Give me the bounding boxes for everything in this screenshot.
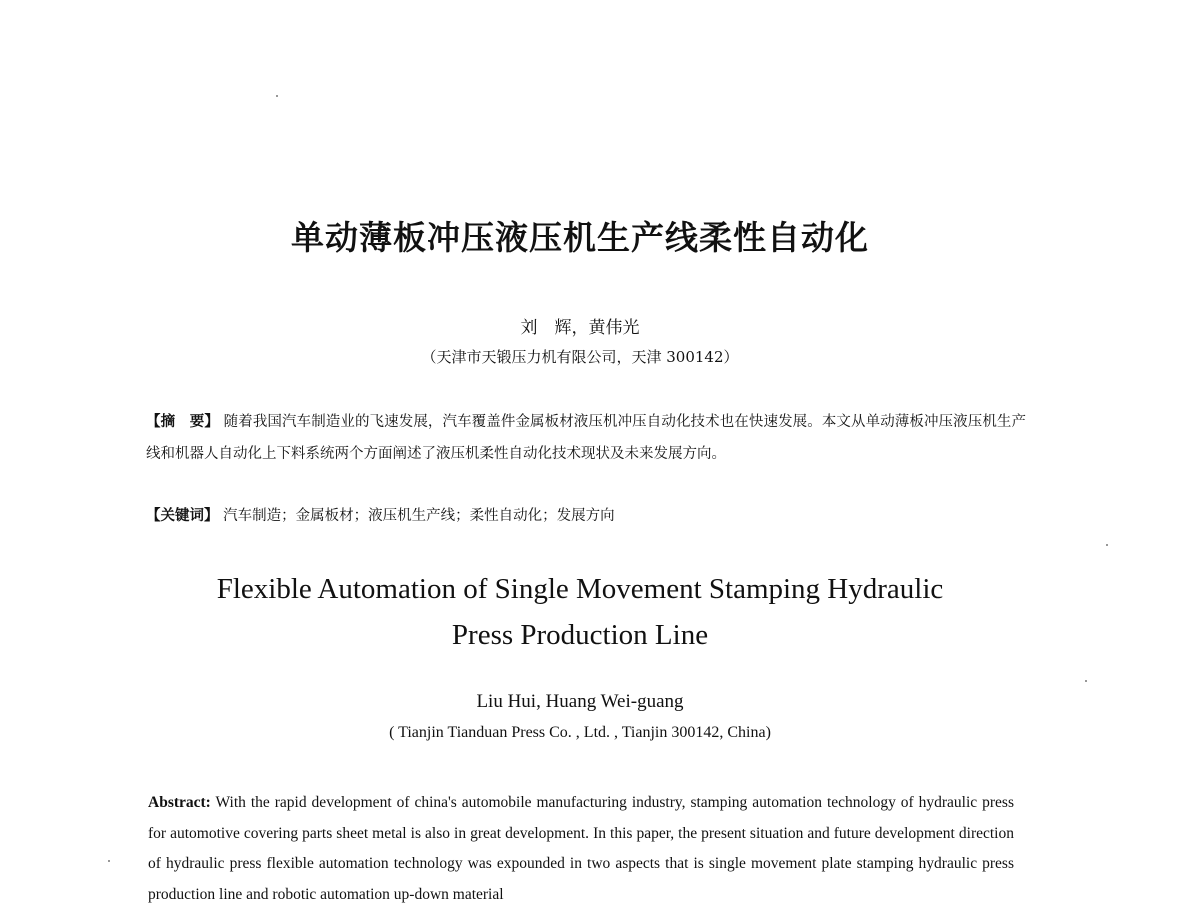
english-abstract-label: Abstract: — [148, 794, 211, 811]
chinese-keywords-label: 【关键词】 — [146, 508, 219, 524]
chinese-keywords-text: 汽车制造；金属板材；液压机生产线；柔性自动化；发展方向 — [223, 508, 615, 524]
english-abstract-text: With the rapid development of china's automobile manufacturing industry, stamping automation technology of hydraulic press for automotive covering parts sheet metal is also in great development. In this paper, the present situation and future development direction of hydraulic press flexible automation technology was expounded in two aspects that is single movement plate stamping hydraulic press production line and robotic automation up-down material — [148, 794, 1014, 903]
chinese-abstract-label: 【摘 要】 — [146, 414, 219, 430]
english-abstract — [148, 788, 1014, 910]
english-title — [0, 566, 1160, 658]
english-affiliation: ( Tianjin Tianduan Press Co. , Ltd. , Tianjin 300142, China) — [389, 724, 771, 741]
chinese-keywords — [146, 502, 1026, 530]
english-authors: Liu Hui, Huang Wei-guang — [476, 691, 684, 712]
english-title-line-1: Flexible Automation of Single Movement Stamping Hydraulic — [216, 573, 944, 605]
scan-speck — [276, 95, 278, 97]
chinese-authors: 刘 辉，黄伟光 — [520, 318, 640, 338]
chinese-affiliation: （天津市天锻压力机有限公司，天津 300142） — [421, 348, 739, 366]
chinese-title: 单动薄板冲压液压机生产线柔性自动化 — [291, 218, 869, 257]
scan-speck — [1106, 544, 1108, 546]
scan-speck — [108, 860, 110, 862]
scan-speck — [1085, 680, 1087, 682]
english-title-line-2: Press Production Line — [451, 619, 709, 651]
chinese-abstract — [146, 406, 1026, 470]
chinese-abstract-text: 随着我国汽车制造业的飞速发展，汽车覆盖件金属板材液压机冲压自动化技术也在快速发展。本文从单动薄板冲压液压机生产线和机器人自动化上下料系统两个方面阐述了液压机柔性自动化技术现状及未来发展方向。 — [146, 414, 1027, 462]
